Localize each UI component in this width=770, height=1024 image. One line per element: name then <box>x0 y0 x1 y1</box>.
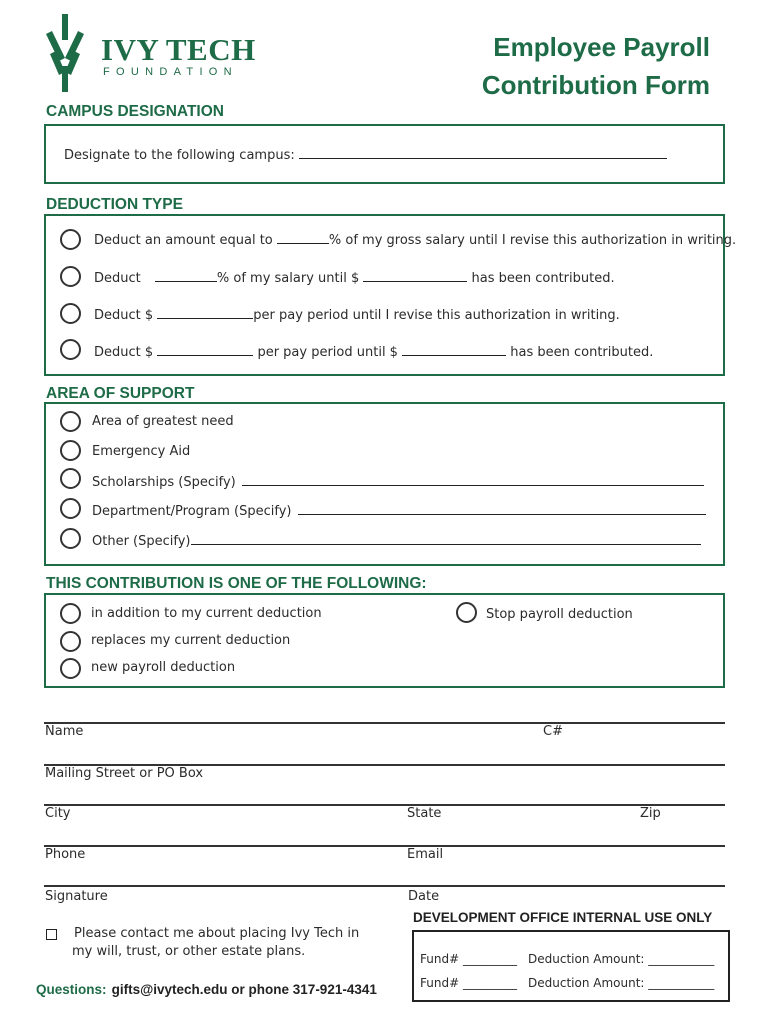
phone-input-line[interactable] <box>44 845 725 847</box>
internal-use-box <box>412 930 730 1002</box>
city-input-line[interactable] <box>44 804 725 806</box>
deduction-opt2-text-c: has been contributed. <box>471 271 615 286</box>
page-title-line1: Employee Payroll <box>493 32 710 62</box>
other-specify-input[interactable] <box>191 533 701 545</box>
signature-label: Signature <box>45 889 108 904</box>
city-label: City <box>45 806 71 821</box>
questions-contact: gifts@ivytech.edu or phone 317-921-4341 <box>111 982 377 997</box>
support-radio-other[interactable] <box>60 528 81 549</box>
deduction-opt3-text-b: per pay period until I revise this authorization in writing. <box>253 308 620 323</box>
internal-fund-1: Fund# _________ <box>420 952 517 966</box>
estate-text-line2: my will, trust, or other estate plans. <box>72 944 306 959</box>
internal-amount-2: Deduction Amount: ___________ <box>528 976 715 990</box>
deduction-opt4-amount-input[interactable] <box>157 344 253 356</box>
support-radio-scholarships[interactable] <box>60 468 81 489</box>
contribution-heading: THIS CONTRIBUTION IS ONE OF THE FOLLOWING: <box>46 575 427 592</box>
contribution-radio-stop[interactable] <box>456 602 477 623</box>
deduction-opt2-amount-input[interactable] <box>363 270 467 282</box>
deduction-opt4-total-input[interactable] <box>402 344 506 356</box>
questions-label: Questions: <box>36 982 107 997</box>
campus-input[interactable] <box>299 147 667 159</box>
deduction-opt2-text: Deduct <box>94 271 141 286</box>
signature-input-line[interactable] <box>44 885 725 887</box>
cnum-label: C# <box>543 724 563 739</box>
deduction-radio-1[interactable] <box>60 229 81 250</box>
contribution-opt-stop: Stop payroll deduction <box>486 607 633 622</box>
campus-box <box>44 124 725 184</box>
campus-heading: CAMPUS DESIGNATION <box>46 103 224 120</box>
department-specify-input[interactable] <box>298 503 706 515</box>
deduction-opt2-text-b: % of my salary until $ <box>216 271 360 286</box>
state-label: State <box>407 806 442 821</box>
support-radio-greatest-need[interactable] <box>60 411 81 432</box>
support-item-label: Scholarships (Specify) <box>92 475 236 490</box>
support-item-label: Department/Program (Specify) <box>92 504 292 519</box>
logo-subtitle: FOUNDATION <box>103 66 238 78</box>
zip-label: Zip <box>640 806 661 821</box>
deduction-heading: DEDUCTION TYPE <box>46 196 183 213</box>
contribution-opt-new: new payroll deduction <box>91 660 236 675</box>
deduction-opt1-text-b: % of my gross salary until I revise this authorization in writing. <box>328 233 737 248</box>
deduction-opt3-amount-input[interactable] <box>157 307 253 319</box>
deduction-opt1-text: Deduct an amount equal to <box>94 233 273 248</box>
internal-amount-1: Deduction Amount: ___________ <box>528 952 715 966</box>
deduction-opt1-percent-input[interactable] <box>277 232 329 244</box>
internal-fund-2: Fund# _________ <box>420 976 517 990</box>
support-item-label: Other (Specify) <box>92 534 191 549</box>
support-heading: AREA OF SUPPORT <box>46 385 195 402</box>
page-title <box>482 28 710 104</box>
contribution-box <box>44 593 725 688</box>
deduction-opt4-text-c: has been contributed. <box>510 345 654 360</box>
name-input-line[interactable] <box>44 722 725 724</box>
campus-prompt: Designate to the following campus: <box>64 148 295 163</box>
email-label: Email <box>407 847 444 862</box>
internal-use-heading: DEVELOPMENT OFFICE INTERNAL USE ONLY <box>413 910 713 925</box>
deduction-opt3-text: Deduct $ <box>94 308 154 323</box>
contribution-radio-replaces[interactable] <box>60 631 81 652</box>
date-label: Date <box>408 889 440 904</box>
support-item-label: Emergency Aid <box>92 444 191 459</box>
support-item-label: Area of greatest need <box>92 414 234 429</box>
street-label: Mailing Street or PO Box <box>45 766 204 781</box>
deduction-opt4-text: Deduct $ <box>94 345 154 360</box>
logo-wordmark: IVY TECH <box>101 32 256 67</box>
deduction-radio-4[interactable] <box>60 339 81 360</box>
estate-checkbox[interactable] <box>46 929 57 940</box>
phone-label: Phone <box>45 847 86 862</box>
deduction-radio-2[interactable] <box>60 266 81 287</box>
deduction-box <box>44 214 737 376</box>
support-radio-emergency-aid[interactable] <box>60 440 81 461</box>
name-label: Name <box>45 724 84 739</box>
scholarships-specify-input[interactable] <box>242 474 704 486</box>
deduction-opt4-text-b: per pay period until $ <box>257 345 398 360</box>
page-title-line2: Contribution Form <box>481 70 710 100</box>
support-radio-department[interactable] <box>60 498 81 519</box>
contribution-opt-replaces: replaces my current deduction <box>91 633 291 648</box>
contribution-radio-new[interactable] <box>60 658 81 679</box>
questions-line <box>36 979 377 998</box>
contribution-opt-addition: in addition to my current deduction <box>91 606 322 621</box>
estate-text-line1: Please contact me about placing Ivy Tech in <box>74 926 360 941</box>
deduction-radio-3[interactable] <box>60 303 81 324</box>
support-box <box>44 402 725 566</box>
deduction-opt2-percent-input[interactable] <box>155 270 217 282</box>
contribution-radio-addition[interactable] <box>60 603 81 624</box>
